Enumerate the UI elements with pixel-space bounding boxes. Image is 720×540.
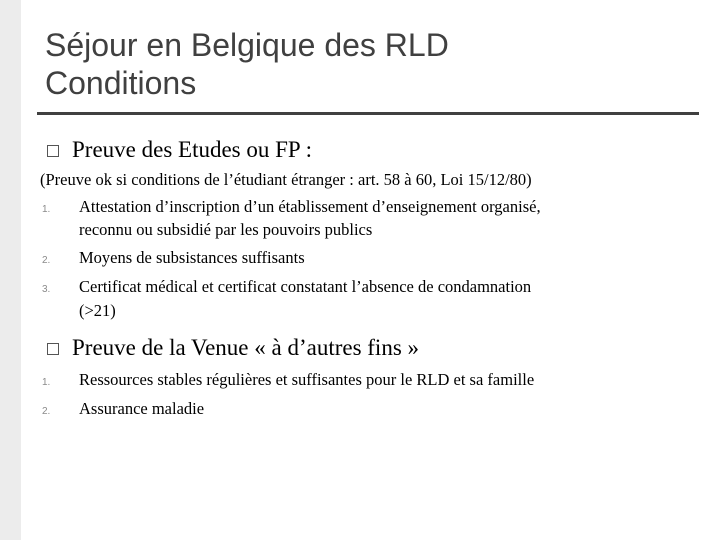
title-divider <box>37 112 699 115</box>
slide-title-line-1: Séjour en Belgique des RLD <box>45 27 449 63</box>
list-number: 1. <box>42 377 51 388</box>
list-item-line: Attestation d’inscription d’un établissement d’enseignement organisé, <box>79 197 541 216</box>
section-heading-studies: Preuve des Etudes ou FP : <box>72 137 312 162</box>
section-heading-other-purposes: Preuve de la Venue « à d’autres fins » <box>72 335 420 360</box>
list-item-line: Certificat médical et certificat constatant l’absence de condamnation <box>79 277 532 296</box>
list-item-line: Assurance maladie <box>79 399 205 418</box>
list-number: 3. <box>42 284 51 295</box>
square-bullet-icon <box>47 343 59 355</box>
slide-title <box>45 26 685 102</box>
list-number: 1. <box>42 204 51 215</box>
left-accent-bar <box>0 0 21 540</box>
square-bullet-icon <box>47 145 59 157</box>
list-item-line: reconnu ou subsidié par les pouvoirs publics <box>79 220 373 239</box>
list-number: 2. <box>42 255 51 266</box>
slide-title-line-2: Conditions <box>45 65 197 101</box>
list-item-line: Moyens de subsistances suffisants <box>79 248 305 267</box>
list-number: 2. <box>42 406 51 417</box>
list-item-line: Ressources stables régulières et suffisantes pour le RLD et sa famille <box>79 370 535 389</box>
section-note: (Preuve ok si conditions de l’étudiant étranger : art. 58 à 60, Loi 15/12/80) <box>40 170 532 189</box>
list-item-line: (>21) <box>79 301 116 320</box>
